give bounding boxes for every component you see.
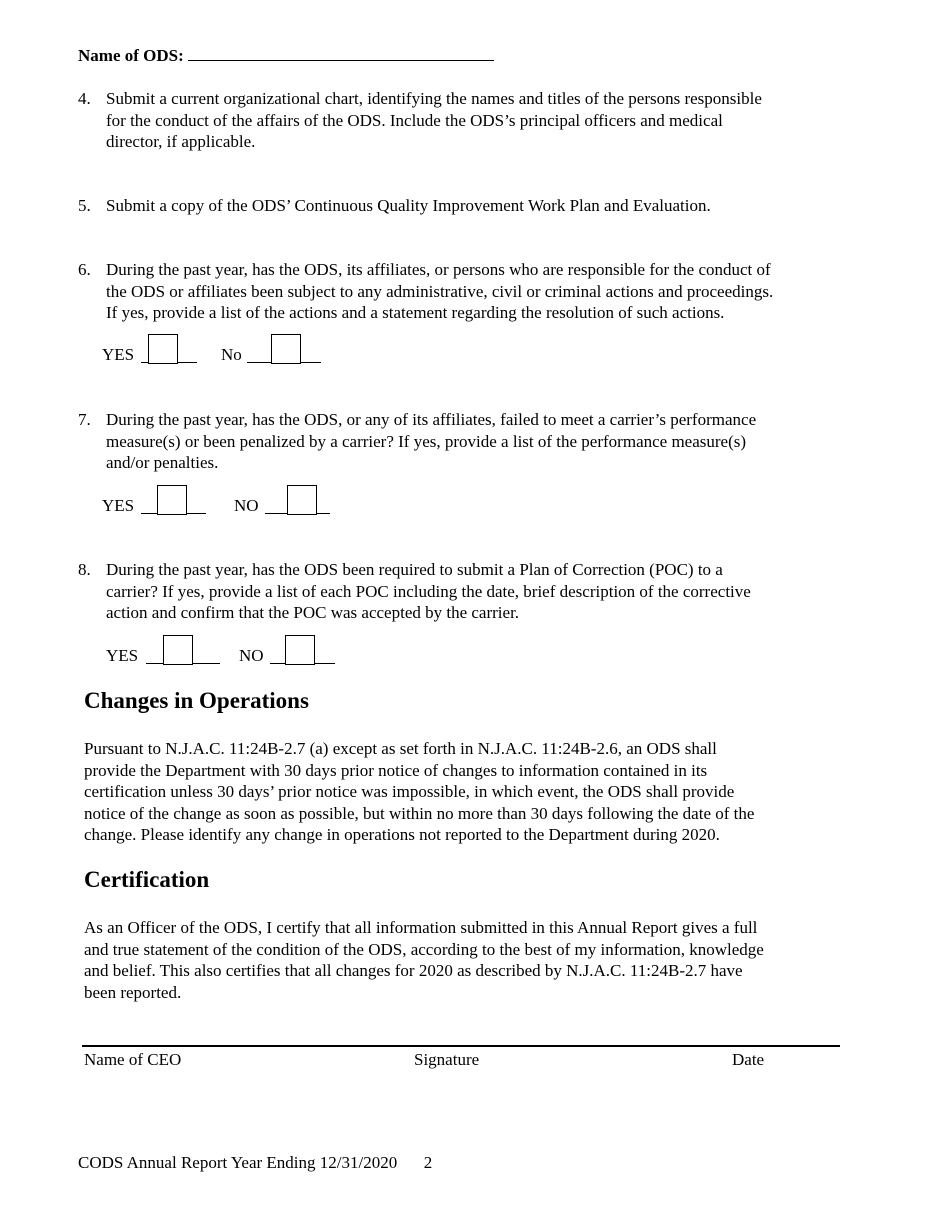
certification-heading: Certification <box>84 867 210 892</box>
item-5-number: 5. <box>78 196 91 215</box>
date-label: Date <box>732 1050 765 1069</box>
item-6-no-label: No <box>221 345 242 364</box>
item-8-text: During the past year, has the ODS been required to submit a Plan of Correction (POC) to a carrier? If yes, provide a list of each POC including the date, brief description of the corrective action and confirm that the POC was accepted by the carrier. <box>106 560 751 622</box>
ceo-name-label: Name of CEO <box>84 1050 182 1069</box>
item-7-yes-label: YES <box>102 496 135 515</box>
item-5-text: Submit a copy of the ODS’ Continuous Quality Improvement Work Plan and Evaluation. <box>106 196 711 215</box>
page-number: 2 <box>423 1153 433 1172</box>
item-4-text: Submit a current organizational chart, identifying the names and titles of the persons responsible for the conduct of the affairs of the ODS. Include the ODS’s principal officers and medical director, if applicable. <box>106 89 762 151</box>
ods-name-blank[interactable] <box>188 60 494 61</box>
item-8-yes-label: YES <box>106 646 139 665</box>
item-4-number: 4. <box>78 89 91 108</box>
item-8-no-label: NO <box>239 646 264 665</box>
item-8-number: 8. <box>78 560 91 579</box>
item-7-number: 7. <box>78 410 91 429</box>
footer-text: CODS Annual Report Year Ending 12/31/2020 <box>78 1153 398 1172</box>
ods-name-label: Name of ODS: <box>78 46 184 65</box>
item-7-text: During the past year, has the ODS, or any of its affiliates, failed to meet a carrier’s performance measure(s) or been penalized by a carrier? If yes, provide a list of the performance measure(s) and/or penalties. <box>106 410 757 472</box>
item-6-yes-label: YES <box>102 345 135 364</box>
item-7-yes-checkbox[interactable] <box>157 485 187 515</box>
item-7-no-label: NO <box>234 496 259 515</box>
footer <box>78 1152 432 1174</box>
ods-name-field <box>78 45 494 67</box>
item-8-yes-checkbox[interactable] <box>163 635 193 665</box>
item-7-no-checkbox[interactable] <box>287 485 317 515</box>
item-6-yes-checkbox[interactable] <box>148 334 178 364</box>
item-6-number: 6. <box>78 260 91 279</box>
item-6-text: During the past year, has the ODS, its affiliates, or persons who are responsible for the conduct of the ODS or affiliates been subject to any administrative, civil or criminal actions and proceedings. If yes, provide a list of the actions and a statement regarding the resolution of such actions. <box>106 260 774 322</box>
item-8-no-checkbox[interactable] <box>285 635 315 665</box>
signature-label: Signature <box>414 1050 480 1069</box>
changes-heading: Changes in Operations <box>84 688 309 713</box>
changes-paragraph: Pursuant to N.J.A.C. 11:24B-2.7 (a) except as set forth in N.J.A.C. 11:24B-2.6, an ODS shall provide the Department with 30 days prior notice of changes to information contained in its certification unless 30 days’ prior notice was impossible, in which event, the ODS shall provide notice of the change as soon as possible, but within no more than 30 days following the date of the change. Please identify any change in operations not reported to the Department during 2020. <box>84 739 755 844</box>
certification-paragraph: As an Officer of the ODS, I certify that all information submitted in this Annual Report gives a full and true statement of the condition of the ODS, according to the best of my information, knowledge and belief. This also certifies that all changes for 2020 as described by N.J.A.C. 11:24B-2.7 have been reported. <box>84 918 764 1002</box>
item-6-no-checkbox[interactable] <box>271 334 301 364</box>
signature-line[interactable] <box>82 1045 840 1047</box>
